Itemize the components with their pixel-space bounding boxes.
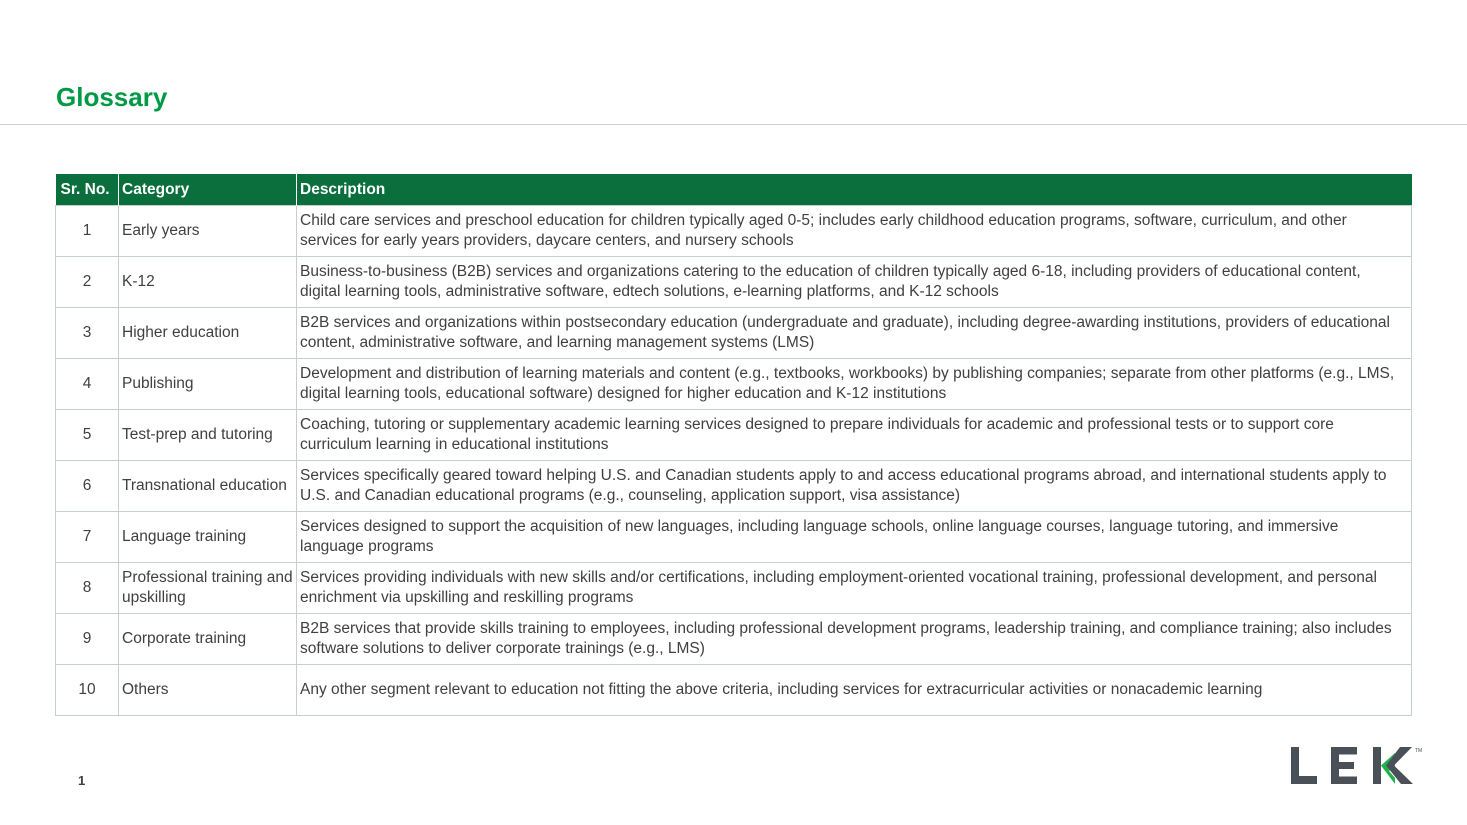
row-description: Coaching, tutoring or supplementary academic learning services designed to prepare individuals for academic and professional tests or to support core curriculum learning in educational institutions (297, 410, 1412, 461)
row-category: Language training (119, 512, 297, 563)
table-row (56, 257, 1412, 308)
svg-text:TM: TM (1415, 748, 1423, 754)
glossary-table (55, 174, 1412, 716)
table-row (56, 563, 1412, 614)
row-category: K-12 (119, 257, 297, 308)
header-category: Category (119, 174, 297, 206)
row-description: Services providing individuals with new skills and/or certifications, including employment-oriented vocational training, professional development, and personal enrichment via upskilling and reskilling programs (297, 563, 1412, 614)
row-category: Others (119, 665, 297, 716)
header-description: Description (297, 174, 1412, 206)
row-number: 10 (56, 665, 119, 716)
row-category: Corporate training (119, 614, 297, 665)
row-category: Test-prep and tutoring (119, 410, 297, 461)
row-number: 3 (56, 308, 119, 359)
table-row (56, 665, 1412, 716)
row-category: Publishing (119, 359, 297, 410)
lek-logo-icon (1289, 745, 1425, 787)
row-description: B2B services that provide skills training to employees, including professional development programs, leadership training, and compliance training; also includes software solutions to deliver corporate trainings (e.g., LMS) (297, 614, 1412, 665)
row-category: Early years (119, 206, 297, 257)
row-description: Services specifically geared toward helping U.S. and Canadian students apply to and access educational programs abroad, and international students apply to U.S. and Canadian educational programs (e.g., counseling, application support, visa assistance) (297, 461, 1412, 512)
table-row (56, 614, 1412, 665)
page-number: 1 (78, 773, 86, 788)
row-number: 2 (56, 257, 119, 308)
title-divider (0, 124, 1467, 125)
row-description: B2B services and organizations within postsecondary education (undergraduate and graduate), including degree-awarding institutions, providers of educational content, administrative software, and learning management systems (LMS) (297, 308, 1412, 359)
row-number: 6 (56, 461, 119, 512)
table-header-row (56, 174, 1412, 206)
row-description: Any other segment relevant to education not fitting the above criteria, including services for extracurricular activities or nonacademic learning (297, 665, 1412, 716)
row-number: 9 (56, 614, 119, 665)
row-number: 1 (56, 206, 119, 257)
header-sr-no: Sr. No. (56, 174, 119, 206)
table-row (56, 512, 1412, 563)
row-description: Services designed to support the acquisition of new languages, including language schools, online language courses, language tutoring, and immersive language programs (297, 512, 1412, 563)
page-title: Glossary (56, 82, 168, 112)
row-number: 4 (56, 359, 119, 410)
table-row (56, 410, 1412, 461)
row-number: 7 (56, 512, 119, 563)
row-number: 8 (56, 563, 119, 614)
row-description: Child care services and preschool education for children typically aged 0-5; includes early childhood education programs, software, curriculum, and other services for early years providers, daycare centers, and nursery schools (297, 206, 1412, 257)
row-number: 5 (56, 410, 119, 461)
row-description: Development and distribution of learning materials and content (e.g., textbooks, workbooks) by publishing companies; separate from other platforms (e.g., LMS, digital learning tools, educational software) designed for higher education and K-12 institutions (297, 359, 1412, 410)
table-row (56, 461, 1412, 512)
row-category: Transnational education (119, 461, 297, 512)
table-row (56, 359, 1412, 410)
table-row (56, 308, 1412, 359)
table-row (56, 206, 1412, 257)
row-description: Business-to-business (B2B) services and organizations catering to the education of children typically aged 6-18, including providers of educational content, digital learning tools, administrative software, edtech solutions, e-learning platforms, and K-12 schools (297, 257, 1412, 308)
row-category: Professional training and upskilling (119, 563, 297, 614)
row-category: Higher education (119, 308, 297, 359)
